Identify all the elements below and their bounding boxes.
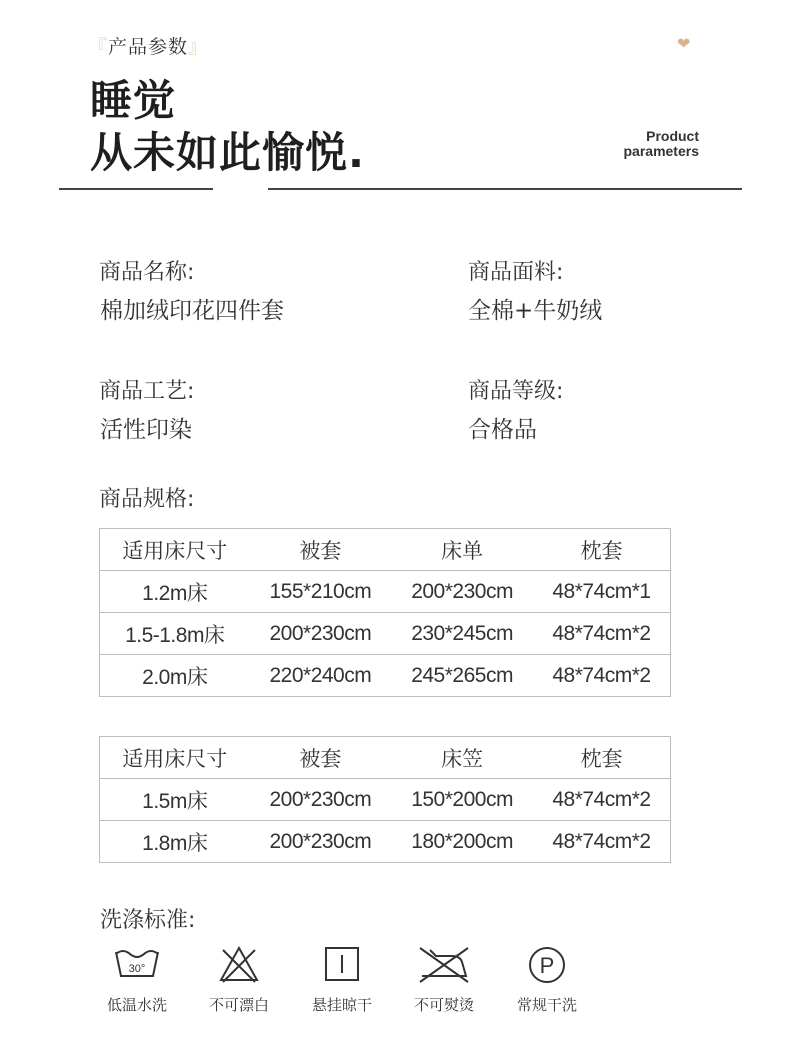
table-row [100, 821, 671, 863]
table-cell: 155*210cm [250, 571, 392, 613]
no-iron-icon [416, 944, 472, 984]
dry-clean-letter: P [539, 953, 555, 978]
table-header-row [100, 529, 671, 571]
table-cell: 200*230cm [250, 821, 392, 863]
table-cell: 1.5-1.8m床 [100, 613, 250, 655]
table-cell: 2.0m床 [100, 655, 250, 697]
table-header-cell: 枕套 [533, 529, 671, 571]
table-header-cell: 适用床尺寸 [100, 529, 250, 571]
table-cell: 48*74cm*2 [533, 613, 671, 655]
wash-item [92, 944, 182, 1015]
wash-label: 不可熨烫 [413, 996, 474, 1014]
wash-item [194, 944, 284, 1015]
spec-table-2 [99, 736, 671, 863]
wash-item [399, 944, 489, 1015]
table-row [100, 655, 671, 697]
divider-right [268, 188, 742, 190]
page-title-line2: 从未如此愉悦. [90, 128, 365, 177]
no-bleach-icon [215, 944, 263, 984]
table-cell: 48*74cm*2 [533, 821, 671, 863]
section-tag [88, 32, 208, 59]
table-cell: 200*230cm [250, 779, 392, 821]
table-cell: 1.2m床 [100, 571, 250, 613]
table-header-cell: 适用床尺寸 [100, 737, 250, 779]
english-subtitle-line2: parameters [623, 143, 699, 159]
wash-item [297, 944, 387, 1015]
product-spec-label: 商品规格: [99, 487, 195, 512]
table-cell: 48*74cm*2 [533, 655, 671, 697]
table-header-cell: 床笠 [391, 737, 533, 779]
table-row [100, 779, 671, 821]
table-cell: 150*200cm [391, 779, 533, 821]
english-subtitle-line1: Product [646, 128, 699, 144]
table-cell: 230*245cm [391, 613, 533, 655]
hang-dry-icon [318, 944, 366, 984]
product-grade-value: 合格品 [468, 417, 537, 443]
wash-item [502, 944, 592, 1015]
dry-clean-p-icon [523, 944, 571, 984]
table-cell: 48*74cm*1 [533, 571, 671, 613]
product-fabric-label: 商品面料: [468, 260, 564, 285]
table-cell: 180*200cm [391, 821, 533, 863]
table-header-cell: 枕套 [533, 737, 671, 779]
table-row [100, 571, 671, 613]
table-cell: 1.5m床 [100, 779, 250, 821]
wash-standard-label: 洗涤标准: [100, 908, 196, 933]
wash-temp-text: 30° [128, 963, 146, 975]
product-name-value: 棉加绒印花四件套 [100, 298, 284, 324]
table-cell: 245*265cm [391, 655, 533, 697]
table-header-row [100, 737, 671, 779]
english-subtitle [624, 129, 700, 159]
product-fabric-value: 全棉+牛奶绒 [468, 298, 603, 324]
table-cell: 220*240cm [250, 655, 392, 697]
table-cell: 200*230cm [391, 571, 533, 613]
table-cell: 1.8m床 [100, 821, 250, 863]
table-row [100, 613, 671, 655]
table-header-cell: 被套 [250, 737, 392, 779]
table-cell: 200*230cm [250, 613, 392, 655]
table-header-cell: 被套 [250, 529, 392, 571]
table-header-cell: 床单 [391, 529, 533, 571]
wash-label: 悬挂晾干 [311, 996, 372, 1014]
product-name-label: 商品名称: [99, 260, 195, 285]
tag-text: 产品参数 [108, 36, 189, 58]
product-grade-label: 商品等级: [468, 379, 564, 404]
wash-label: 不可漂白 [208, 996, 269, 1014]
product-craft-label: 商品工艺: [99, 379, 195, 404]
wash-label: 常规干洗 [516, 996, 577, 1014]
tag-bracket-open: 『 [88, 36, 109, 58]
wash-30-icon [113, 944, 161, 984]
spec-table-1 [99, 528, 671, 697]
wash-label: 低温水洗 [106, 996, 167, 1014]
table-cell: 48*74cm*2 [533, 779, 671, 821]
page-title-line1: 睡觉 [90, 76, 177, 125]
tag-bracket-close: 』 [188, 36, 209, 58]
divider-left [59, 188, 213, 190]
product-craft-value: 活性印染 [100, 417, 192, 443]
heart-icon: ❤ [677, 34, 691, 53]
